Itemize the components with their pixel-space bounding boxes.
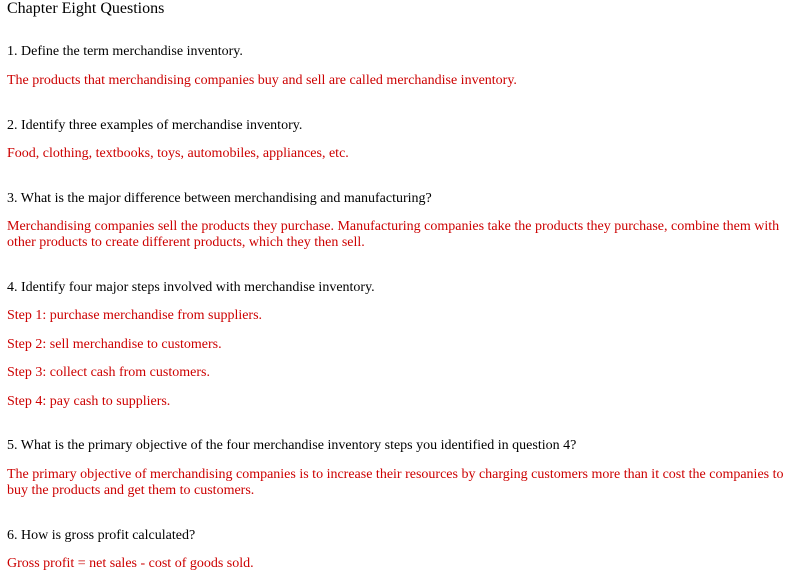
answer-4-step-4: Step 4: pay cash to suppliers.: [7, 394, 171, 409]
question-4: 4. Identify four major steps involved with merchandise inventory.: [7, 280, 375, 295]
answer-5: The primary objective of merchandising companies is to increase their resources by charging customers more than it cost the companies to buy the products and get them to customers.: [7, 467, 784, 498]
answer-4-step-2: Step 2: sell merchandise to customers.: [7, 337, 222, 352]
answer-1: The products that merchandising companies buy and sell are called merchandise inventory.: [7, 73, 517, 88]
answer-4-step-1: Step 1: purchase merchandise from suppliers.: [7, 308, 263, 323]
answer-3: Merchandising companies sell the products they purchase. Manufacturing companies take the products they purchase, combine them with other products to create different products, which they then sell.: [7, 219, 780, 250]
question-1: 1. Define the term merchandise inventory.: [7, 44, 243, 59]
question-6: 6. How is gross profit calculated?: [7, 528, 196, 543]
answer-6: Gross profit = net sales - cost of goods sold.: [7, 556, 254, 571]
question-2: 2. Identify three examples of merchandise inventory.: [7, 118, 303, 133]
question-5: 5. What is the primary objective of the four merchandise inventory steps you identified in question 4?: [7, 438, 577, 453]
answer-4-step-3: Step 3: collect cash from customers.: [7, 365, 210, 380]
page-title: Chapter Eight Questions: [7, 0, 165, 17]
answer-2: Food, clothing, textbooks, toys, automobiles, appliances, etc.: [7, 146, 349, 161]
question-3: 3. What is the major difference between merchandising and manufacturing?: [7, 191, 432, 206]
